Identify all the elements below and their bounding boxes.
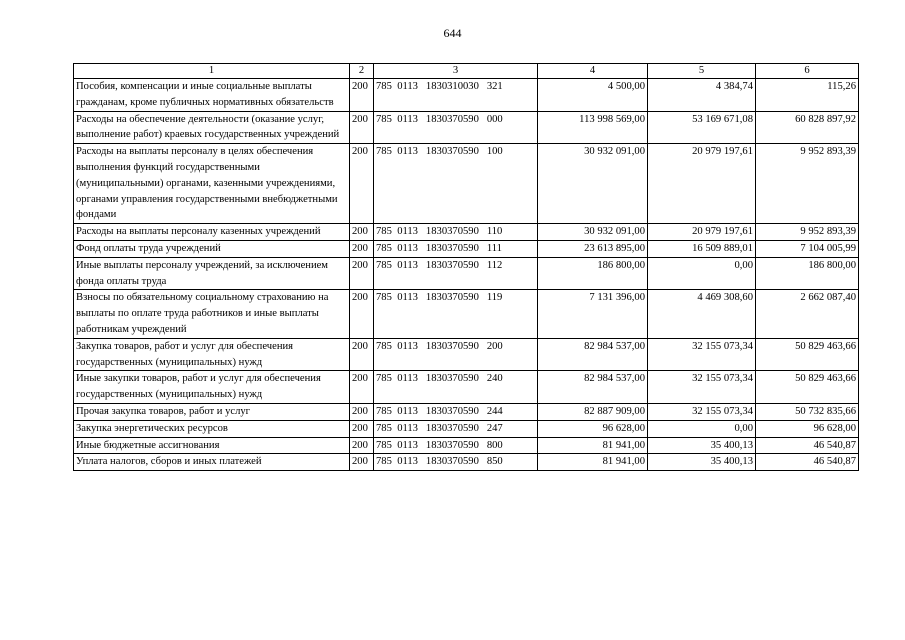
row-amount-executed: 32 155 073,34 (648, 403, 756, 420)
row-code: 785 0113 1830370590 111 (374, 240, 538, 257)
row-amount-planned: 82 887 909,00 (538, 403, 648, 420)
row-col-2: 200 (350, 371, 374, 404)
row-code: 785 0113 1830370590 112 (374, 257, 538, 290)
row-amount-executed: 32 155 073,34 (648, 371, 756, 404)
row-amount-planned: 82 984 537,00 (538, 371, 648, 404)
row-name: Пособия, компенсации и иные социальные выплаты гражданам, кроме публичных нормативных обязательств (74, 79, 350, 112)
row-amount-planned: 82 984 537,00 (538, 338, 648, 371)
row-name: Расходы на обеспечение деятельности (оказание услуг, выполнение работ) краевых государственных учреждений (74, 111, 350, 144)
row-code: 785 0113 1830310030 321 (374, 79, 538, 112)
table-row (74, 437, 859, 454)
row-amount-planned: 4 500,00 (538, 79, 648, 112)
row-amount-planned: 81 941,00 (538, 437, 648, 454)
row-col-2: 200 (350, 290, 374, 338)
row-amount-remaining: 9 952 893,39 (756, 144, 859, 224)
table-row (74, 290, 859, 338)
row-name: Расходы на выплаты персоналу казенных учреждений (74, 224, 350, 241)
row-name: Взносы по обязательному социальному страхованию на выплаты по оплате труда работников и иные выплаты работникам учреждений (74, 290, 350, 338)
row-code: 785 0113 1830370590 850 (374, 454, 538, 471)
row-col-2: 200 (350, 403, 374, 420)
row-amount-planned: 186 800,00 (538, 257, 648, 290)
row-amount-remaining: 60 828 897,92 (756, 111, 859, 144)
row-amount-planned: 7 131 396,00 (538, 290, 648, 338)
row-col-2: 200 (350, 437, 374, 454)
row-col-2: 200 (350, 454, 374, 471)
row-code: 785 0113 1830370590 100 (374, 144, 538, 224)
row-amount-executed: 35 400,13 (648, 454, 756, 471)
page-number: 644 (443, 26, 462, 40)
row-col-2: 200 (350, 420, 374, 437)
table-row (74, 371, 859, 404)
row-name: Иные бюджетные ассигнования (74, 437, 350, 454)
row-amount-remaining: 9 952 893,39 (756, 224, 859, 241)
row-code: 785 0113 1830370590 200 (374, 338, 538, 371)
row-amount-planned: 30 932 091,00 (538, 144, 648, 224)
row-amount-remaining: 50 829 463,66 (756, 371, 859, 404)
row-amount-remaining: 115,26 (756, 79, 859, 112)
table-row (74, 224, 859, 241)
header-col-2: 2 (350, 64, 374, 79)
table-row (74, 403, 859, 420)
row-code: 785 0113 1830370590 247 (374, 420, 538, 437)
row-code: 785 0113 1830370590 119 (374, 290, 538, 338)
row-name: Иные выплаты персоналу учреждений, за исключением фонда оплаты труда (74, 257, 350, 290)
table-body (74, 79, 859, 471)
row-col-2: 200 (350, 224, 374, 241)
row-col-2: 200 (350, 240, 374, 257)
row-amount-remaining: 2 662 087,40 (756, 290, 859, 338)
row-name: Прочая закупка товаров, работ и услуг (74, 403, 350, 420)
row-amount-planned: 81 941,00 (538, 454, 648, 471)
row-code: 785 0113 1830370590 244 (374, 403, 538, 420)
table-row (74, 144, 859, 224)
table-row (74, 338, 859, 371)
row-amount-executed: 20 979 197,61 (648, 224, 756, 241)
row-amount-remaining: 186 800,00 (756, 257, 859, 290)
row-amount-executed: 4 469 308,60 (648, 290, 756, 338)
row-name: Уплата налогов, сборов и иных платежей (74, 454, 350, 471)
budget-table (73, 63, 859, 471)
row-amount-remaining: 50 732 835,66 (756, 403, 859, 420)
row-name: Расходы на выплаты персоналу в целях обеспечения выполнения функций государственными (муниципальными) органами, казенными учреждениями, органами управления государственными внебюджетными фондами (74, 144, 350, 224)
row-amount-executed: 0,00 (648, 257, 756, 290)
row-amount-remaining: 46 540,87 (756, 437, 859, 454)
row-amount-executed: 0,00 (648, 420, 756, 437)
row-amount-planned: 113 998 569,00 (538, 111, 648, 144)
row-amount-executed: 32 155 073,34 (648, 338, 756, 371)
table-row (74, 420, 859, 437)
row-code: 785 0113 1830370590 000 (374, 111, 538, 144)
row-amount-remaining: 96 628,00 (756, 420, 859, 437)
row-amount-executed: 35 400,13 (648, 437, 756, 454)
row-code: 785 0113 1830370590 240 (374, 371, 538, 404)
row-amount-remaining: 50 829 463,66 (756, 338, 859, 371)
row-amount-remaining: 46 540,87 (756, 454, 859, 471)
header-col-5: 5 (648, 64, 756, 79)
row-name: Иные закупки товаров, работ и услуг для обеспечения государственных (муниципальных) нужд (74, 371, 350, 404)
row-amount-planned: 96 628,00 (538, 420, 648, 437)
row-amount-executed: 20 979 197,61 (648, 144, 756, 224)
row-name: Закупка энергетических ресурсов (74, 420, 350, 437)
header-col-6: 6 (756, 64, 859, 79)
row-col-2: 200 (350, 111, 374, 144)
table-row (74, 111, 859, 144)
row-code: 785 0113 1830370590 110 (374, 224, 538, 241)
table-row (74, 79, 859, 112)
row-col-2: 200 (350, 144, 374, 224)
row-amount-planned: 30 932 091,00 (538, 224, 648, 241)
header-col-4: 4 (538, 64, 648, 79)
row-col-2: 200 (350, 338, 374, 371)
header-col-1: 1 (74, 64, 350, 79)
header-col-3: 3 (374, 64, 538, 79)
row-name: Закупка товаров, работ и услуг для обеспечения государственных (муниципальных) нужд (74, 338, 350, 371)
row-amount-executed: 16 509 889,01 (648, 240, 756, 257)
row-code: 785 0113 1830370590 800 (374, 437, 538, 454)
row-amount-remaining: 7 104 005,99 (756, 240, 859, 257)
row-amount-executed: 4 384,74 (648, 79, 756, 112)
row-col-2: 200 (350, 257, 374, 290)
row-col-2: 200 (350, 79, 374, 112)
table-row (74, 240, 859, 257)
table-header (74, 64, 859, 79)
table-row (74, 257, 859, 290)
row-amount-executed: 53 169 671,08 (648, 111, 756, 144)
row-amount-planned: 23 613 895,00 (538, 240, 648, 257)
header-row (74, 64, 859, 79)
row-name: Фонд оплаты труда учреждений (74, 240, 350, 257)
table-row (74, 454, 859, 471)
